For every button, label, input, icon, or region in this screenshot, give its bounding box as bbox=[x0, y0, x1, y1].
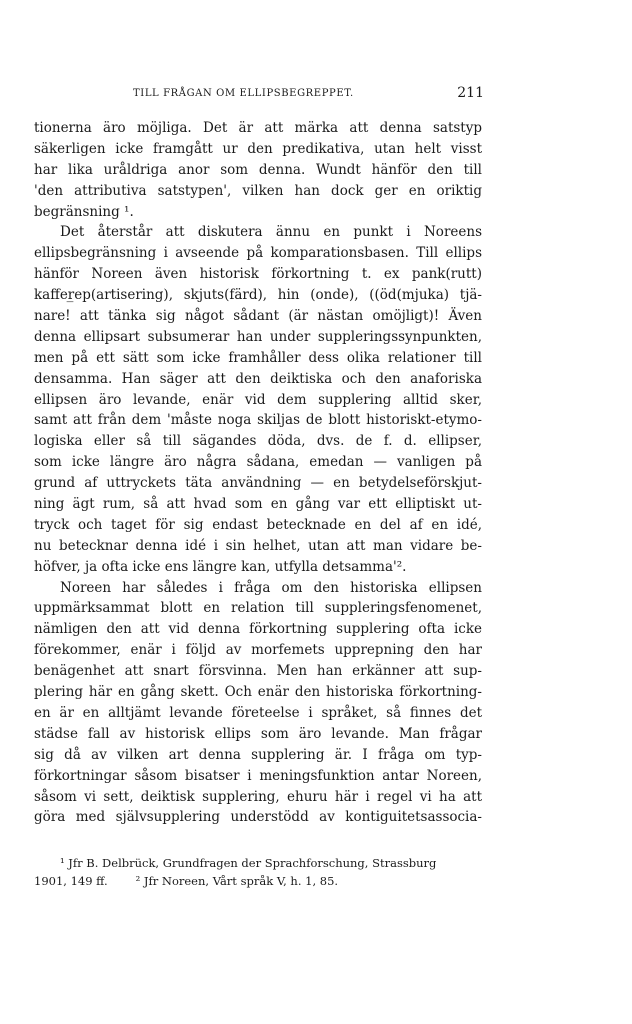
page-number: 211 bbox=[457, 85, 484, 101]
text-line: ellipsbegränsning i avseende på komparationsbasen. Till ellips bbox=[34, 245, 482, 262]
footnotes bbox=[34, 854, 480, 890]
text-line: densamma. Han säger att den deiktiska och den anaforiska bbox=[34, 370, 482, 387]
body-text bbox=[34, 118, 482, 828]
text-line: förekommer, enär i följd av morfemets upprepning den har bbox=[34, 642, 482, 659]
text-line: plering här en gång skett. Och enär den historiska förkortning- bbox=[34, 684, 482, 701]
footnote-1: ¹ Jfr B. Delbrück, Grundfragen der Sprachforschung, Strassburg bbox=[60, 856, 437, 870]
text-line: logiska eller så till sägandes döda, dvs. de f. d. ellipser, bbox=[34, 433, 482, 450]
text-line: kaffer̲ep(artisering), skjuts(färd), hin (onde), ((öd(mjuka) tjä- bbox=[34, 287, 482, 304]
text-line: säkerligen icke framgått ur den predikativa, utan helt visst bbox=[34, 140, 482, 157]
text-line: såsom vi sett, deiktisk supplering, ehuru här i regel vi ha att bbox=[34, 788, 482, 805]
text-line: nämligen den att vid denna förkortning supplering ofta icke bbox=[34, 621, 482, 638]
text-line: tionerna äro möjliga. Det är att märka att denna satstyp bbox=[34, 120, 482, 136]
text-line: städse fall av historisk ellips som äro levande. Man frågar bbox=[34, 725, 482, 742]
text-line: denna ellipsart subsumerar han under suppleringssynpunkten, bbox=[34, 328, 482, 345]
footnote-1-continuation: 1901, 149 ff. bbox=[34, 874, 108, 888]
text-line: tryck och taget för sig endast betecknade en del af en idé, bbox=[34, 516, 482, 533]
text-line: en är en alltjämt levande företeelse i språket, så finnes det bbox=[34, 704, 482, 721]
text-line: benägenhet att snart försvinna. Men han erkänner att sup- bbox=[34, 663, 482, 680]
text-line: förkortningar såsom bisatser i meningsfunktion antar Noreen, bbox=[34, 767, 482, 784]
text-line: nu betecknar denna idé i sin helhet, utan att man vidare be- bbox=[34, 537, 482, 554]
text-line: 'den attributiva satstypen', vilken han dock ger en oriktig bbox=[34, 182, 482, 199]
text-line: begränsning ¹. bbox=[34, 203, 134, 220]
text-line: hänför Noreen även historisk förkortning t. ex pank(rutt) bbox=[34, 266, 482, 283]
text-line: samt att från dem 'måste noga skiljas de blott historiskt-etymo- bbox=[34, 412, 482, 429]
page-header bbox=[40, 85, 490, 108]
text-line: Det återstår att diskutera ännu en punkt i Noreens bbox=[60, 224, 482, 241]
text-line: göra med självsupplering understödd av kontiguitetsassocia- bbox=[34, 809, 482, 826]
running-title: TILL FRÅGAN OM ELLIPSBEGREPPET. bbox=[133, 88, 354, 99]
text-line: ellipsen äro levande, enär vid dem supplering alltid sker, bbox=[34, 391, 482, 408]
footnote-line-2 bbox=[34, 872, 480, 890]
text-line: ning ägt rum, så att hvad som en gång var ett elliptiskt ut- bbox=[34, 496, 482, 513]
text-line: uppmärksammat blott en relation till suppleringsfenomenet, bbox=[34, 600, 482, 617]
text-line: höfver, ja ofta icke ens längre kan, utfylla detsamma'². bbox=[34, 558, 407, 575]
text-line: grund af uttryckets täta användning — en betydelseförskjut- bbox=[34, 475, 482, 492]
text-line: har lika uråldriga anor som denna. Wundt hänför den till bbox=[34, 161, 482, 178]
text-line: men på ett sätt som icke framhåller dess olika relationer till bbox=[34, 349, 482, 366]
text-line: Noreen har således i fråga om den historiska ellipsen bbox=[60, 579, 482, 596]
text-line: som icke längre äro några sådana, emedan — vanligen på bbox=[34, 454, 482, 471]
text-line: sig då av vilken art denna supplering är. I fråga om typ- bbox=[34, 746, 482, 763]
text-line: nare! att tänka sig något sådant (är nästan omöjligt)! Även bbox=[34, 308, 482, 325]
footnote-2: ² Jfr Noreen, Vårt språk V, h. 1, 85. bbox=[135, 874, 339, 888]
